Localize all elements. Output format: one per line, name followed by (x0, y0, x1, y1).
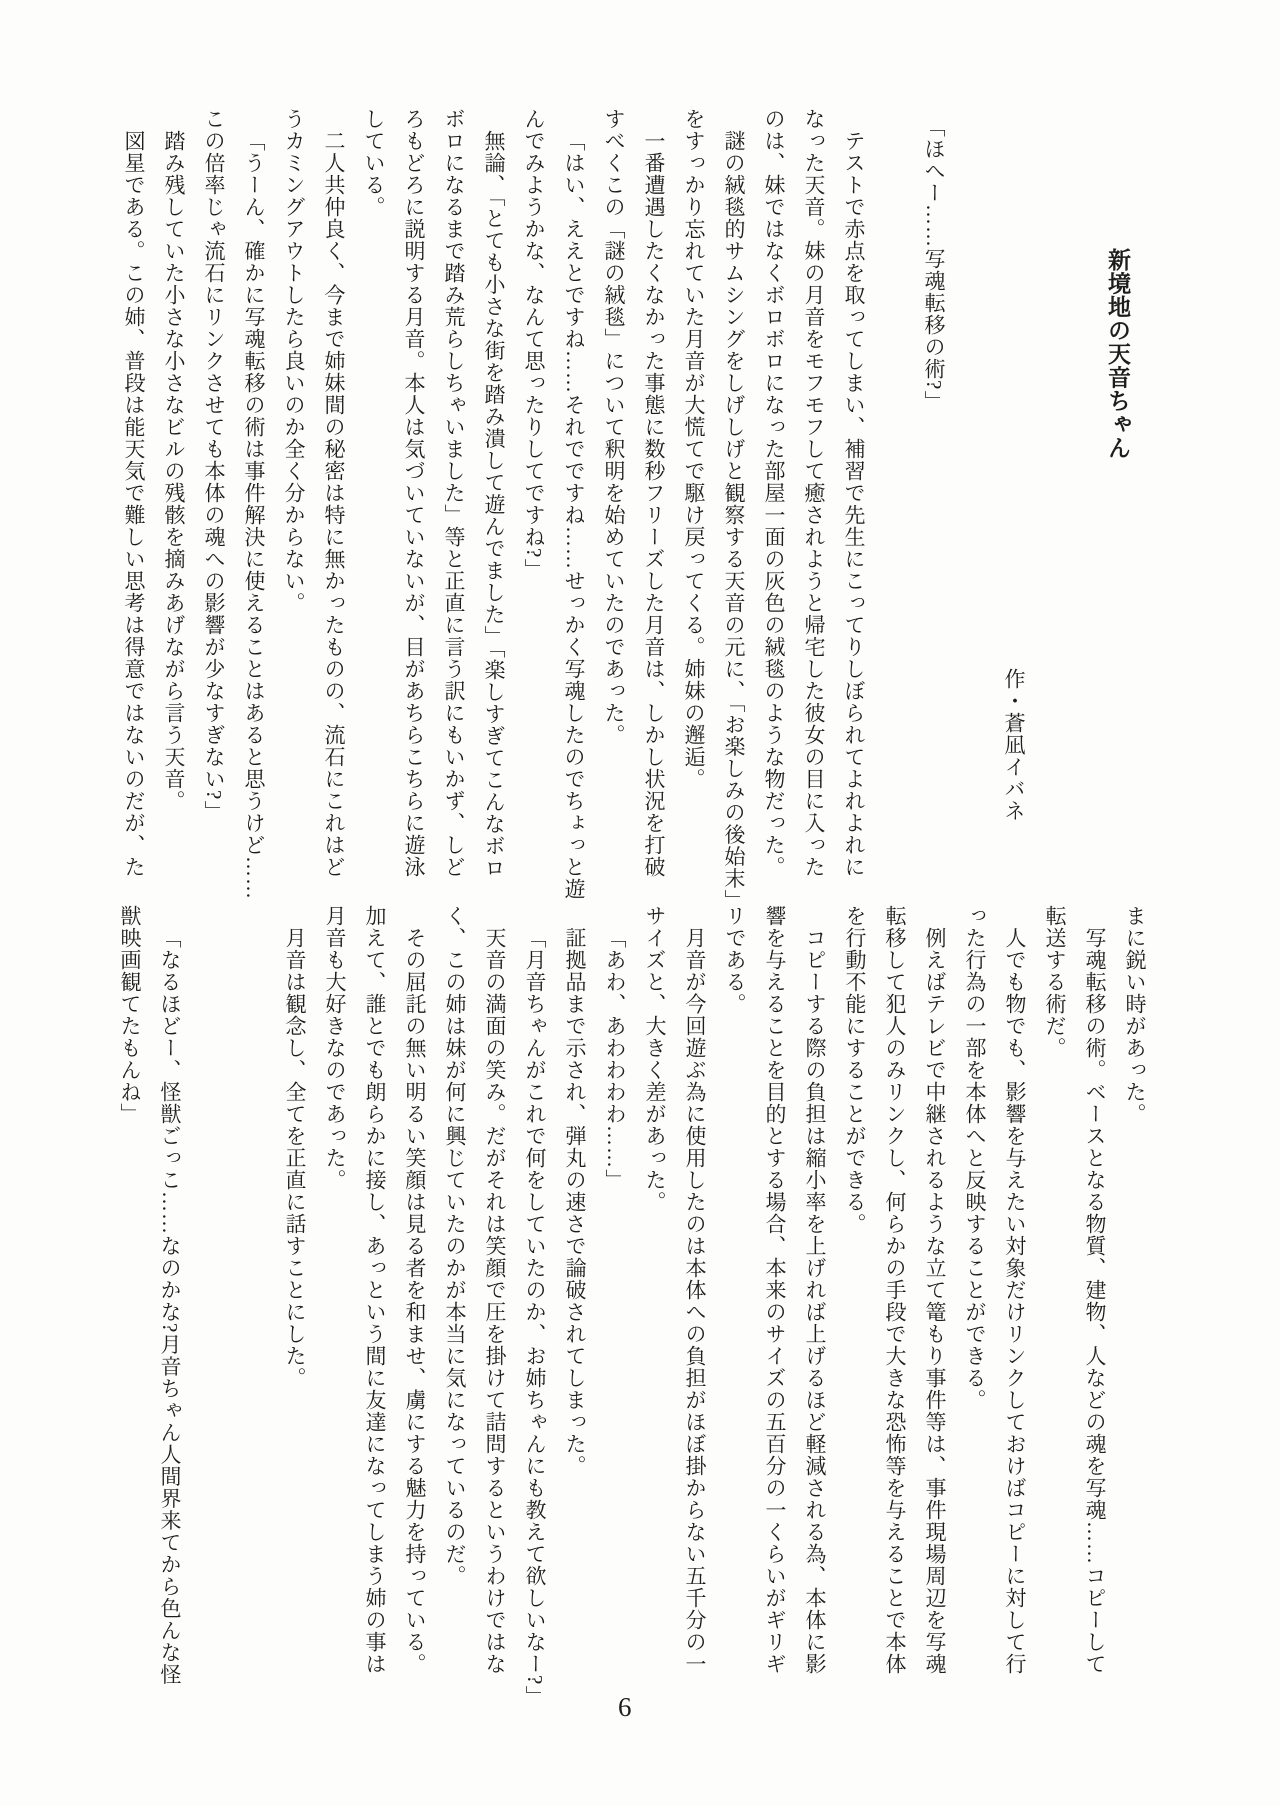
text-column: 月音が今回遊ぶ為に使用したのは本体への負担がほぼ掛からない五千分の一 (683, 927, 707, 1675)
text-column: 無論、「とても小さな街を踏み潰して遊んでました」「楽しすぎてこんなボロ (482, 130, 506, 879)
text-column: サイズと、大きく差があった。 (643, 905, 667, 1213)
page-number: 6 (618, 1692, 632, 1722)
text-column: 写魂転移の術。ベースとなる物質、建物、人などの魂を写魂……コピーして (1083, 927, 1107, 1675)
text-column: リである。 (723, 905, 747, 1015)
page-title: 新境地の天音ちゃん (1105, 248, 1130, 460)
text-column: コピーする際の負担は縮小率を上げれば上げるほど軽減される為、本体に影 (803, 927, 827, 1675)
text-column: 獣映画観てたもんね」 (118, 905, 142, 1125)
bottom-text-block (110, 905, 1155, 1708)
top-text-block (114, 108, 1140, 912)
text-column: ろもどろに説明する月音。本人は気づいていないが、目があちらこちらに遊泳 (402, 108, 426, 878)
text-column: この倍率じゃ流石にリンクさせても本体の魂への影響が少なすぎない?」 (202, 108, 226, 823)
text-column: 「ほへー……写魂転移の術?」 (922, 116, 946, 413)
text-column: 「なるほどー、怪獣ごっこ……なのかな?月音ちゃん人間界来てから色んな怪 (158, 927, 182, 1686)
text-column: すべくこの「謎の絨毯」について釈明を始めていたのであった。 (602, 108, 626, 746)
text-column: 響を与えることを目的とする場合、本来のサイズの五百分の一くらいがギリギ (763, 905, 787, 1675)
text-column: 月音も大好きなのであった。 (323, 905, 347, 1191)
text-column: 転移して犯人のみリンクし、何らかの手段で大きな恐怖等を与えることで本体 (883, 905, 907, 1675)
text-column: うカミングアウトしたら良いのか全く分からない。 (282, 108, 306, 614)
text-column: 「うーん、確かに写魂転移の術は事件解決に使えることはあると思うけど…… (242, 130, 266, 900)
text-column: 加えて、誰とでも朗らかに接し、あっという間に友達になってしまう姉の事は (363, 905, 387, 1675)
text-column: 踏み残していた小さな小さなビルの残骸を摘みあげながら言う天音。 (162, 130, 186, 812)
text-column: 「あわ、あわわわわ……」 (603, 927, 627, 1191)
text-column: 謎の絨毯的サムシングをしげしげと観察する天音の元に、「お楽しみの後始末」 (722, 130, 746, 912)
text-column: を行動不能にすることができる。 (843, 905, 867, 1235)
text-column: 転送する術だ。 (1043, 905, 1067, 1059)
text-column: んでみようかな、なんて思ったりしてですね?」 (522, 108, 546, 581)
text-column: 証拠品まで示され、弾丸の速さで論破されてしまった。 (563, 927, 587, 1477)
text-column: った行為の一部を本体へと反映することができる。 (963, 905, 987, 1411)
text-column: 図星である。この姉、普段は能天気で難しい思考は得意ではないのだが、た (122, 130, 146, 878)
text-column: その屈託の無い明るい笑顔は見る者を和ませ、虜にする魅力を持っている。 (403, 927, 427, 1675)
text-column: 月音は観念し、全てを正直に話すことにした。 (283, 927, 307, 1389)
text-column: している。 (362, 108, 386, 218)
text-column: をすっかり忘れていた月音が大慌てで駆け戻ってくる。姉妹の邂逅。 (682, 108, 706, 790)
text-column: く、この姉は妹が何に興じていたのかが本当に気になっているのだ。 (443, 905, 467, 1587)
text-column: 「はい、ええとですね……それでですね……せっかく写魂したのでちょっと遊 (562, 130, 586, 900)
author-credit: 作・蒼凪イバネ (1002, 668, 1026, 822)
text-column: 「月音ちゃんがこれで何をしていたのか、お姉ちゃんにも教えて欲しいなー?」 (523, 927, 547, 1708)
text-column: まに鋭い時があった。 (1123, 905, 1147, 1125)
text-column: ボロになるまで踏み荒らしちゃいました」等と正直に言う訳にもいかず、しど (442, 108, 466, 878)
text-column: 二人共仲良く、今まで姉妹間の秘密は特に無かったものの、流石にこれはど (322, 130, 346, 878)
text-column: 例えばテレビで中継されるような立て篭もり事件等は、事件現場周辺を写魂 (923, 927, 947, 1675)
text-column: なった天音。妹の月音をモフモフして癒されようと帰宅した彼女の目に入った (802, 108, 826, 878)
text-column: 一番遭遇したくなかった事態に数秒フリーズした月音は、しかし状況を打破 (642, 130, 666, 878)
text-column: 天音の満面の笑み。だがそれは笑顔で圧を掛けて詰問するというわけではな (483, 927, 507, 1675)
text-column: テストで赤点を取ってしまい、補習で先生にこってりしぼられてよれよれに (842, 130, 866, 878)
text-column: のは、妹ではなくボロボロになった部屋一面の灰色の絨毯のような物だった。 (762, 108, 786, 878)
text-column: 人でも物でも、影響を与えたい対象だけリンクしておけばコピーに対して行 (1003, 927, 1027, 1675)
